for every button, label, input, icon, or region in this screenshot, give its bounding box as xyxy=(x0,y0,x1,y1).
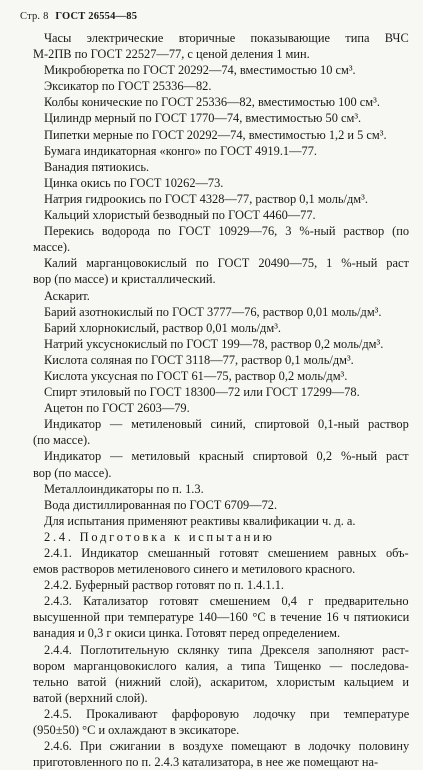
document-body xyxy=(0,30,423,770)
text-line: Барий хлорнокислый, раствор 0,01 моль/дм³. xyxy=(44,320,282,335)
text-line: Натрия гидроокись по ГОСТ 4328—77, раствор 0,1 моль/дм³. xyxy=(44,191,368,206)
text-line: Индикатор — метиленовый синий, спиртовой 0,1-ный раствор xyxy=(44,417,409,432)
text-line: Кальций хлористый безводный по ГОСТ 4460—77. xyxy=(44,208,316,223)
text-line: ватой (верхний слой). xyxy=(33,690,148,705)
text-line: Кислота соляная по ГОСТ 3118—77, раствор 0,1 моль/дм³. xyxy=(44,352,354,367)
text-line: Цилиндр мерный по ГОСТ 1770—74, вместимостью 50 см³. xyxy=(44,111,362,126)
text-line: Цинка окись по ГОСТ 10262—73. xyxy=(44,175,224,190)
text-line: 2.4.4. Поглотительную склянку типа Дрекселя заполняют раст- xyxy=(44,642,409,657)
text-line: Индикатор — метиловый красный спиртовой 0,2 %-ный раст xyxy=(44,449,409,464)
text-line: емов растворов метиленового синего и метилового красного. xyxy=(33,562,356,577)
text-line: Натрий уксуснокислый по ГОСТ 199—78, раствор 0,2 моль/дм³. xyxy=(44,336,384,351)
text-line: Ванадия пятиокись. xyxy=(44,159,150,174)
text-line: Ацетон по ГОСТ 2603—79. xyxy=(44,401,190,416)
text-line: Барий азотнокислый по ГОСТ 3777—76, раствор 0,01 моль/дм³. xyxy=(44,304,382,319)
text-line: Пипетки мерные по ГОСТ 20292—74, вместимостью 1,2 и 5 см³. xyxy=(44,127,387,142)
text-line: М-2ПВ по ГОСТ 22527—77, с ценой деления 1 мин. xyxy=(33,47,310,62)
text-line: 2.4.5. Прокаливают фарфоровую лодочку при температуре xyxy=(44,706,410,721)
text-line: Микробюретка по ГОСТ 20292—74, вместимостью 10 см³. xyxy=(44,63,356,78)
text-line: вор (по массе). xyxy=(33,465,112,480)
text-line: Эксикатор по ГОСТ 25336—82. xyxy=(44,79,212,94)
standard-number: ГОСТ 26554—85 xyxy=(55,11,138,22)
text-line: 2.4.2. Буферный раствор готовят по п. 1.4.1.1. xyxy=(44,578,285,593)
text-line: Калий марганцовокислый по ГОСТ 20490—75, 1 %-ный раст xyxy=(44,256,409,271)
text-line: 2.4.3. Катализатор готовят смешением 0,4 г предварительно xyxy=(44,594,409,609)
text-line: (по массе). xyxy=(33,433,91,448)
text-line: Аскарит. xyxy=(44,288,90,303)
page-header xyxy=(20,11,137,22)
text-line: Кислота уксусная по ГОСТ 61—75, раствор 0,2 моль/дм³. xyxy=(44,368,348,383)
text-line: Перекись водорода по ГОСТ 10929—76, 3 %-ный раствор (по xyxy=(44,224,410,239)
page-number: Стр. 8 xyxy=(20,11,49,22)
text-line: 2.4. Подготовка к испытанию xyxy=(44,529,275,544)
text-line: ванадия и 0,3 г окиси цинка. Готовят перед определением. xyxy=(33,626,341,641)
text-line: приготовленного по п. 2.4.3 катализатора, в нее же помещают на- xyxy=(33,755,379,770)
text-line: (950±50) °С и охлаждают в эксикаторе. xyxy=(33,723,240,738)
text-line: Вода дистиллированная по ГОСТ 6709—72. xyxy=(44,497,278,512)
text-line: высушенной при температуре 140—160 °С в течение 16 ч пятиокиси xyxy=(33,610,410,625)
text-line: вор (по массе) и кристаллический. xyxy=(33,272,216,287)
text-line: Металлоиндикаторы по п. 1.3. xyxy=(44,481,204,496)
text-line: Для испытания применяют реактивы квалификации ч. д. а. xyxy=(44,513,356,528)
text-line: тельно ватой (нижний слой), аскаритом, хлористым кальцием и xyxy=(33,674,410,689)
text-line: массе). xyxy=(33,240,71,255)
text-line: Бумага индикаторная «конго» по ГОСТ 4919.1—77. xyxy=(44,143,317,158)
text-line: Спирт этиловый по ГОСТ 18300—72 или ГОСТ 17299—78. xyxy=(44,385,360,400)
text-line: Часы электрические вторичные показывающие типа ВЧС xyxy=(44,31,409,45)
text-line: 2.4.1. Индикатор смешанный готовят смешением равных объ- xyxy=(44,546,409,560)
text-line: Колбы конические по ГОСТ 25336—82, вместимостью 100 см³. xyxy=(44,95,380,110)
text-line: вором марганцовокислого калия, а типа Тищенко — последова- xyxy=(33,658,409,673)
text-line: 2.4.6. При сжигании в воздухе помещают в лодочку половину xyxy=(44,739,410,754)
